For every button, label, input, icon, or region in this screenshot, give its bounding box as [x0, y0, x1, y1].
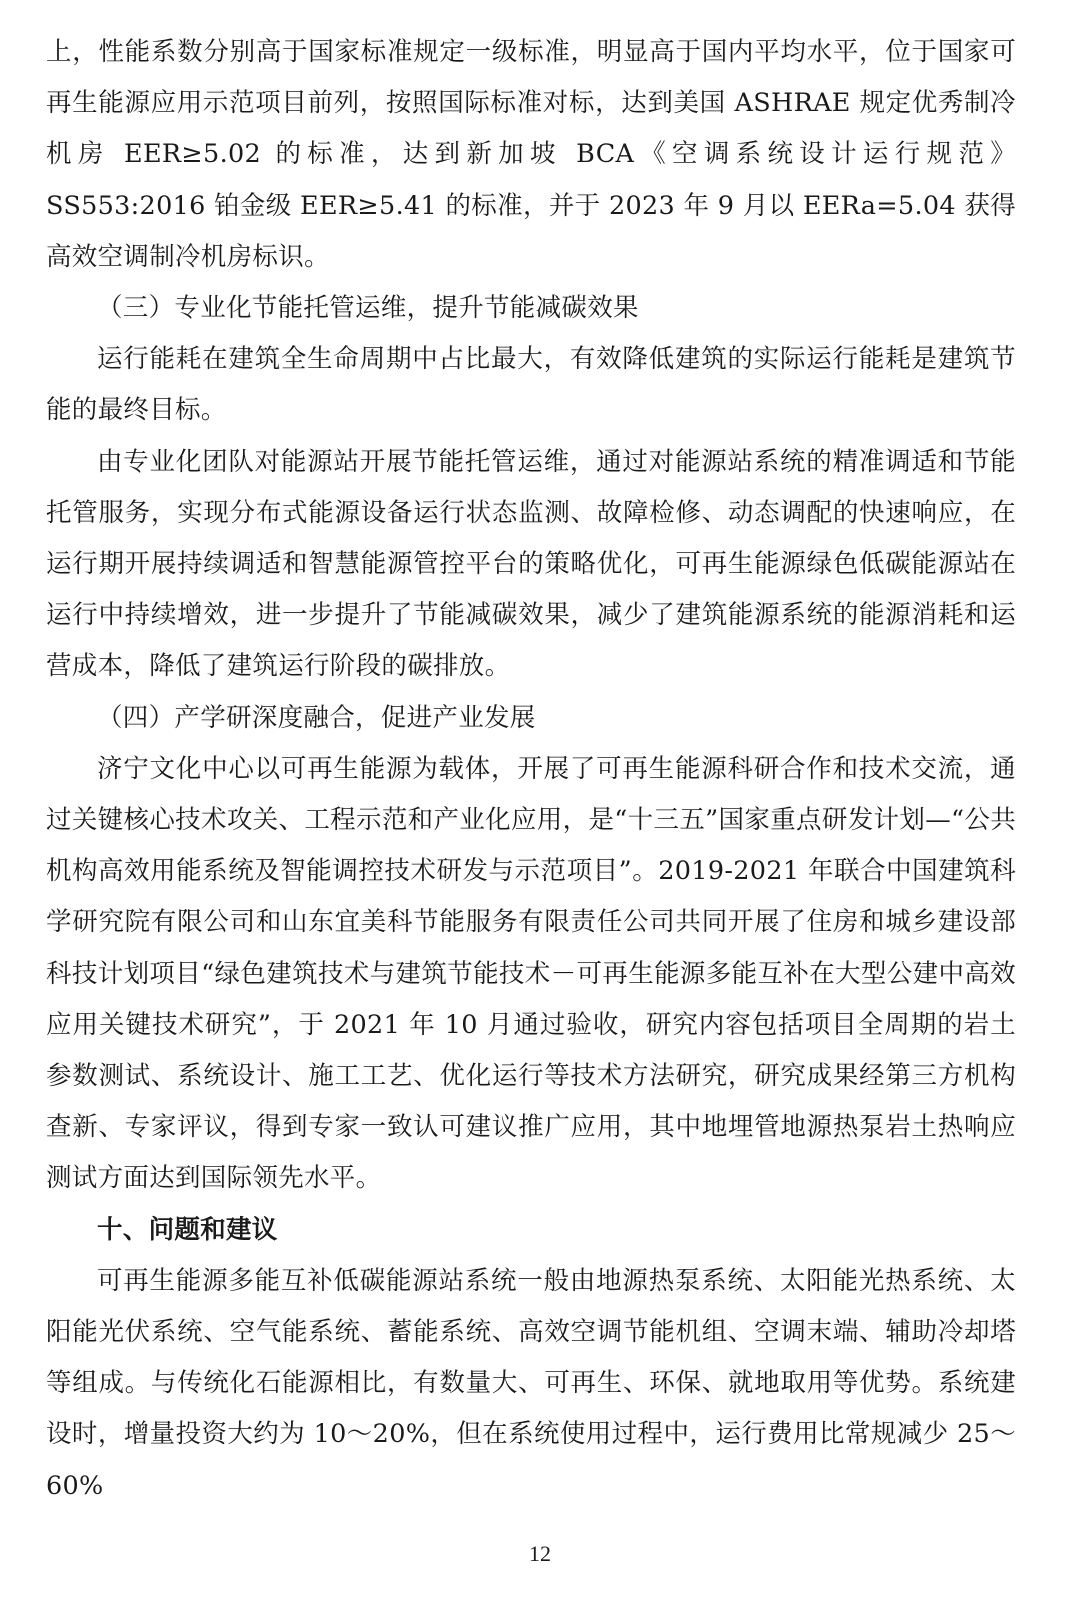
paragraph-continued: 上，性能系数分别高于国家标准规定一级标准，明显高于国内平均水平，位于国家可再生能源应用示范项目前列，按照国际标准对标，达到美国 ASHRAE 规定优秀制冷机房 EER≥5.02 的标准，达到新加坡 BCA《空调系统设计运行规范》SS553:2016 铂金级 EER≥5.41 的标准，并于 2023 年 9 月以 EERa=5.04 获得高效空调制冷机房标识。 — [46, 37, 1016, 272]
document-body — [46, 27, 1016, 1512]
subheading-section-3: （三）专业化节能托管运维，提升节能减碳效果 — [97, 293, 639, 324]
paragraph: 可再生能源多能互补低碳能源站系统一般由地源热泵系统、太阳能光热系统、太阳能光伏系统、空气能系统、蓄能系统、高效空调节能机组、空调末端、辅助冷却塔等组成。与传统化石能源相比，有数量大、可再生、环保、就地取用等优势。系统建设时，增量投资大约为 10～20%，但在系统使用过程中，运行费用比常规减少 25～60% — [46, 1265, 1016, 1501]
section-heading-10: 十、问题和建议 — [97, 1214, 278, 1245]
subheading-section-4: （四）产学研深度融合，促进产业发展 — [97, 702, 536, 733]
paragraph: 济宁文化中心以可再生能源为载体，开展了可再生能源科研合作和技术交流，通过关键核心技术攻关、工程示范和产业化应用，是“十三五”国家重点研发计划—“公共机构高效用能系统及智能调控技术研发与示范项目”。2019-2021 年联合中国建筑科学研究院有限公司和山东宜美科节能服务有限责任公司共同开展了住房和城乡建设部科技计划项目“绿色建筑技术与建筑节能技术－可再生能源多能互补在大型公建中高效应用关键技术研究”，于 2021 年 10 月通过验收，研究内容包括项目全周期的岩土参数测试、系统设计、施工工艺、优化运行等技术方法研究，研究成果经第三方机构查新、专家评议，得到专家一致认可建议推广应用，其中地埋管地源热泵岩土热响应测试方面达到国际领先水平。 — [46, 753, 1016, 1194]
paragraph: 运行能耗在建筑全生命周期中占比最大，有效降低建筑的实际运行能耗是建筑节能的最终目标。 — [46, 344, 1016, 426]
page-number: 12 — [529, 1541, 551, 1566]
paragraph: 由专业化团队对能源站开展节能托管运维，通过对能源站系统的精准调适和节能托管服务，实现分布式能源设备运行状态监测、故障检修、动态调配的快速响应，在运行期开展持续调适和智慧能源管控平台的策略优化，可再生能源绿色低碳能源站在运行中持续增效，进一步提升了节能减碳效果，减少了建筑能源系统的能源消耗和运营成本，降低了建筑运行阶段的碳排放。 — [46, 446, 1016, 682]
